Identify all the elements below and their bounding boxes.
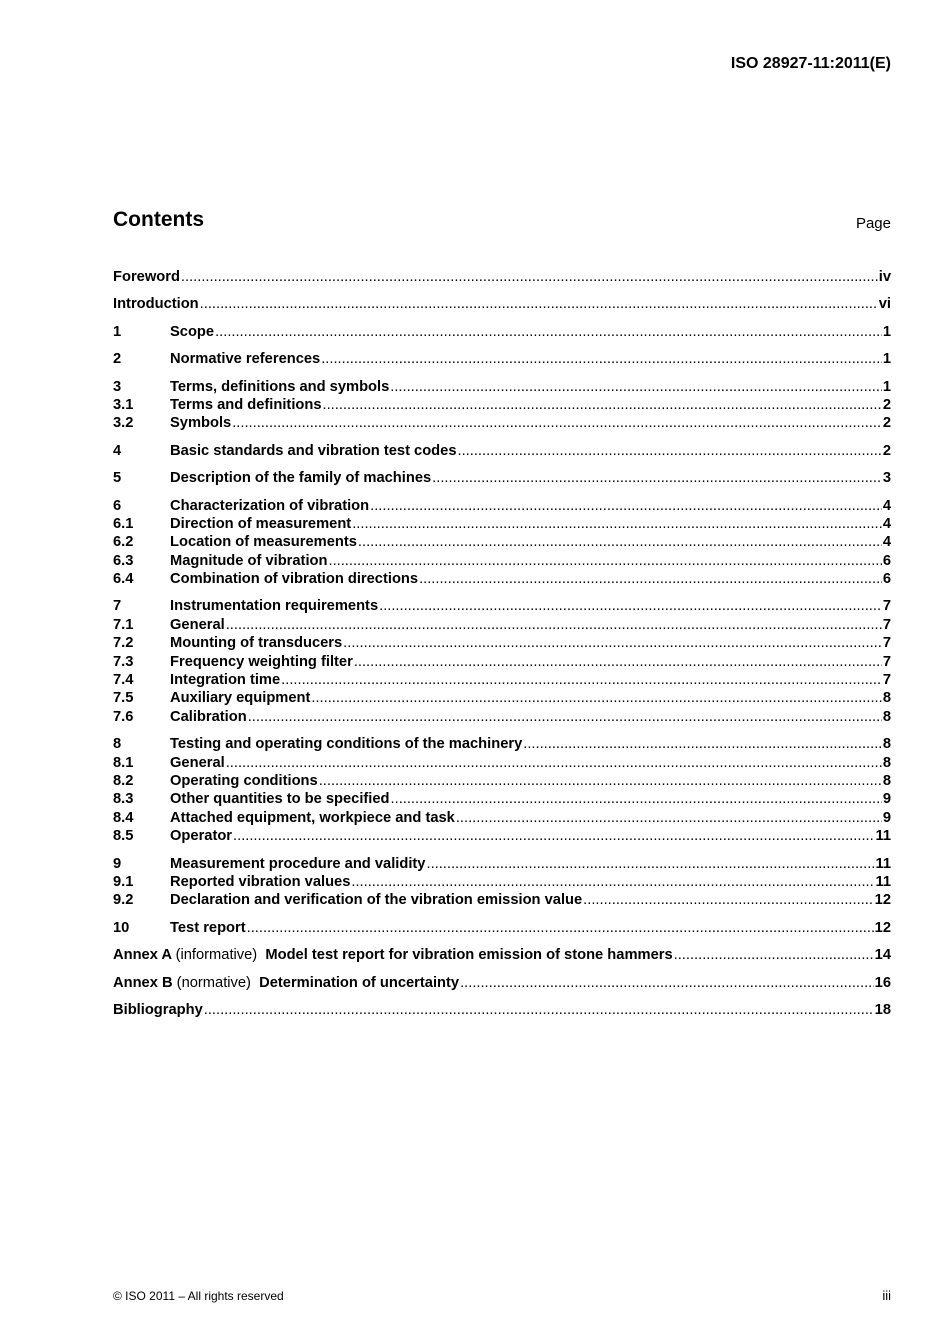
- toc-entry-number: 7.3: [113, 653, 134, 670]
- toc-entry-number: 1: [113, 323, 122, 340]
- dot-leader: [247, 919, 874, 937]
- dot-leader: [351, 873, 874, 891]
- toc-entry-page: 8: [882, 708, 891, 725]
- toc-entry-page: 7: [882, 598, 891, 615]
- toc-entry-page: 2: [882, 415, 891, 432]
- toc-entry-title: Attached equipment, workpiece and task: [170, 809, 455, 826]
- toc-entry-page: 1: [882, 351, 891, 368]
- toc-entry[interactable]: [113, 946, 891, 964]
- toc-entry-title: Operator: [170, 828, 233, 845]
- toc-entry-title: Direction of measurement: [170, 515, 352, 532]
- toc-entry[interactable]: [113, 414, 891, 432]
- toc-entry-title: Normative references: [170, 351, 321, 368]
- toc-group: [113, 946, 891, 964]
- toc-entry[interactable]: [113, 268, 891, 286]
- dot-leader: [200, 295, 878, 313]
- toc-entry[interactable]: [113, 634, 891, 652]
- toc-group: [113, 855, 891, 910]
- toc-entry-page: 4: [882, 515, 891, 532]
- dot-leader: [358, 533, 882, 551]
- dot-leader: [323, 396, 882, 414]
- toc-entry[interactable]: [113, 827, 891, 845]
- toc-entry-number: 8: [113, 736, 122, 753]
- toc-entry-number: 2: [113, 351, 122, 368]
- toc-group: [113, 919, 891, 937]
- toc-entry-page: 6: [882, 552, 891, 569]
- toc-group: [113, 323, 891, 341]
- toc-entry-number: 8.3: [113, 791, 134, 808]
- toc-group: [113, 1001, 891, 1019]
- toc-entry-page: 8: [882, 736, 891, 753]
- toc-entry-number: 7.2: [113, 635, 134, 652]
- toc-entry-title: Location of measurements: [170, 534, 357, 551]
- toc-entry-title: Mounting of transducers: [170, 635, 343, 652]
- toc-entry-number: 10: [113, 919, 130, 936]
- toc-entry-title: Determination of uncertainty: [259, 974, 460, 991]
- toc-entry-title: Bibliography: [113, 1001, 203, 1018]
- toc-entry-page: 4: [882, 497, 891, 514]
- toc-entry-title: Magnitude of vibration: [170, 552, 328, 569]
- toc-entry-page: 1: [882, 378, 891, 395]
- toc-group: [113, 268, 891, 286]
- dot-leader: [233, 827, 874, 845]
- toc-entry-number: 7.1: [113, 616, 134, 633]
- dot-leader: [343, 634, 882, 652]
- dot-leader: [248, 708, 882, 726]
- dot-leader: [281, 671, 882, 689]
- toc-entry-number: 7.5: [113, 690, 134, 707]
- toc-entry-title: Foreword: [113, 269, 180, 285]
- toc-group: [113, 469, 891, 487]
- toc-entry-page: 11: [875, 855, 891, 872]
- dot-leader: [583, 891, 873, 909]
- dot-leader: [311, 689, 881, 707]
- dot-leader: [391, 790, 882, 808]
- toc-entry-page: 7: [882, 616, 891, 633]
- toc-entry-number: 9.2: [113, 892, 134, 909]
- dot-leader: [523, 735, 882, 753]
- toc-entry-number: 6.4: [113, 571, 134, 588]
- document-id: ISO 28927-11:2011(E): [730, 55, 891, 72]
- toc-entry-number: 4: [113, 442, 122, 459]
- toc-entry-number: 9.1: [113, 873, 134, 890]
- dot-leader: [419, 570, 882, 588]
- toc-entry[interactable]: [113, 396, 891, 414]
- toc-entry-page: 18: [874, 1001, 891, 1018]
- toc-entry[interactable]: [113, 497, 891, 515]
- toc-entry-number: 7.4: [113, 672, 134, 689]
- toc-group: [113, 378, 891, 433]
- toc-entry-page: 3: [882, 470, 891, 487]
- toc-entry-title: Measurement procedure and validity: [170, 855, 426, 872]
- toc-entry-number: 6.3: [113, 552, 134, 569]
- toc-group: [113, 442, 891, 460]
- toc-entry-page: 11: [875, 873, 891, 890]
- toc-entry-title: General: [170, 754, 225, 771]
- toc-entry-number: 8.1: [113, 754, 134, 771]
- dot-leader: [674, 946, 874, 964]
- dot-leader: [321, 350, 882, 368]
- toc-entry-title: Instrumentation requirements: [170, 598, 379, 615]
- dot-leader: [181, 268, 878, 286]
- toc-entry-title: Frequency weighting filter: [170, 653, 353, 670]
- toc-entry-title: Scope: [170, 323, 215, 340]
- toc-entry-title: Basic standards and vibration test codes: [170, 442, 457, 459]
- dot-leader: [379, 597, 882, 615]
- dot-leader: [328, 552, 881, 570]
- toc-entry-title: Introduction: [113, 296, 199, 313]
- toc-entry[interactable]: [113, 597, 891, 615]
- toc-entry-title: Calibration: [170, 708, 247, 725]
- toc-entry-title: Testing and operating conditions of the machinery: [170, 736, 523, 753]
- toc-entry[interactable]: [113, 689, 891, 707]
- toc-entry-page: 2: [882, 442, 891, 459]
- toc-entry[interactable]: [113, 323, 891, 341]
- page-number: iii: [882, 1288, 891, 1303]
- toc-entry-page: 7: [882, 653, 891, 670]
- toc-entry-page: 2: [882, 396, 891, 413]
- toc-entry-page: 8: [882, 754, 891, 771]
- dot-leader: [458, 442, 882, 460]
- toc-entry[interactable]: [113, 570, 891, 588]
- toc-entry[interactable]: [113, 809, 891, 827]
- toc-entry[interactable]: [113, 653, 891, 671]
- toc-entry-number: 6: [113, 497, 122, 514]
- dot-leader: [370, 497, 882, 515]
- toc-entry-page: 6: [882, 571, 891, 588]
- toc-entry-number: 8.2: [113, 772, 134, 789]
- copyright-notice: © ISO 2011 – All rights reserved: [113, 1289, 284, 1303]
- dot-leader: [456, 809, 882, 827]
- toc-entry-page: 7: [882, 635, 891, 652]
- page-column-label: Page: [855, 215, 891, 232]
- toc-entry-number: 3.2: [113, 415, 134, 432]
- dot-leader: [215, 323, 882, 341]
- toc-entry-number: 7: [113, 598, 122, 615]
- toc-entry-annex-title: [113, 974, 459, 992]
- toc-entry-page: 7: [882, 672, 891, 689]
- toc-entry[interactable]: [113, 754, 891, 772]
- toc-entry-title: Test report: [170, 919, 246, 936]
- annex-label: Annex B: [113, 974, 173, 991]
- contents-title: Contents: [113, 208, 204, 231]
- dot-leader: [352, 515, 882, 533]
- toc-entry[interactable]: [113, 919, 891, 937]
- toc-entry[interactable]: [113, 891, 891, 909]
- toc-entry-title: Declaration and verification of the vibration emission value: [170, 892, 583, 909]
- toc-entry[interactable]: [113, 533, 891, 551]
- dot-leader: [432, 469, 882, 487]
- toc-entry[interactable]: [113, 442, 891, 460]
- dot-leader: [319, 772, 882, 790]
- toc-entry-title: Reported vibration values: [170, 873, 351, 890]
- toc-entry[interactable]: [113, 552, 891, 570]
- toc-entry-title: Auxiliary equipment: [170, 690, 311, 707]
- toc-group: [113, 597, 891, 726]
- toc-entry-page: vi: [878, 296, 891, 313]
- toc-entry-number: 3.1: [113, 396, 134, 413]
- toc-entry-number: 5: [113, 470, 122, 487]
- toc-entry-page: 4: [882, 534, 891, 551]
- toc-group: [113, 735, 891, 845]
- toc-entry-title: Description of the family of machines: [170, 470, 432, 487]
- toc-entry[interactable]: [113, 855, 891, 873]
- toc-entry[interactable]: [113, 515, 891, 533]
- toc-entry-page: 1: [882, 323, 891, 340]
- toc-entry-page: 14: [874, 947, 891, 964]
- toc-entry[interactable]: [113, 295, 891, 313]
- annex-type: (informative): [175, 947, 258, 964]
- toc-entry-number: 7.6: [113, 708, 134, 725]
- toc-entry[interactable]: [113, 790, 891, 808]
- toc-entry-number: 6.1: [113, 515, 134, 532]
- toc-entry-page: 11: [875, 828, 891, 845]
- toc-entry[interactable]: [113, 469, 891, 487]
- toc-entry-page: 16: [874, 974, 891, 991]
- toc-entry[interactable]: [113, 708, 891, 726]
- toc-entry[interactable]: [113, 350, 891, 368]
- toc-entry-page: 9: [882, 791, 891, 808]
- toc-entry-title: Model test report for vibration emission of stone hammers: [265, 947, 673, 964]
- toc-entry[interactable]: [113, 735, 891, 753]
- toc-entry-annex-title: [113, 946, 673, 964]
- toc-group: [113, 974, 891, 992]
- toc-entry-title: Operating conditions: [170, 772, 318, 789]
- toc-entry-page: 9: [882, 809, 891, 826]
- annex-label: Annex A: [113, 947, 172, 964]
- toc-entry-title: Terms, definitions and symbols: [170, 378, 390, 395]
- toc-entry-title: Symbols: [170, 415, 232, 432]
- dot-leader: [226, 754, 882, 772]
- toc-entry[interactable]: [113, 873, 891, 891]
- annex-type: (normative): [176, 974, 251, 991]
- dot-leader: [460, 974, 874, 992]
- toc-entry-page: iv: [878, 269, 891, 285]
- toc-group: [113, 350, 891, 368]
- table-of-contents: [113, 268, 891, 1028]
- toc-entry[interactable]: [113, 378, 891, 396]
- dot-leader: [390, 378, 882, 396]
- dot-leader: [232, 414, 882, 432]
- dot-leader: [354, 653, 882, 671]
- dot-leader: [204, 1001, 874, 1019]
- toc-entry-title: Integration time: [170, 672, 281, 689]
- toc-group: [113, 295, 891, 313]
- toc-entry-number: 8.5: [113, 828, 134, 845]
- toc-entry-page: 12: [874, 892, 891, 909]
- toc-entry-page: 8: [882, 772, 891, 789]
- toc-entry-title: General: [170, 616, 225, 633]
- toc-entry[interactable]: [113, 616, 891, 634]
- toc-entry[interactable]: [113, 671, 891, 689]
- toc-entry-page: 8: [882, 690, 891, 707]
- toc-group: [113, 497, 891, 589]
- toc-entry-number: 9: [113, 855, 122, 872]
- toc-entry-title: Other quantities to be specified: [170, 791, 390, 808]
- toc-entry[interactable]: [113, 772, 891, 790]
- toc-entry[interactable]: [113, 974, 891, 992]
- dot-leader: [426, 855, 874, 873]
- toc-entry-title: Characterization of vibration: [170, 497, 370, 514]
- dot-leader: [226, 616, 882, 634]
- toc-entry-title: Combination of vibration directions: [170, 571, 419, 588]
- toc-entry-title: Terms and definitions: [170, 396, 322, 413]
- toc-entry-page: 12: [874, 919, 891, 936]
- toc-entry-number: 3: [113, 378, 122, 395]
- toc-entry[interactable]: [113, 1001, 891, 1019]
- toc-entry-number: 8.4: [113, 809, 134, 826]
- toc-entry-number: 6.2: [113, 534, 134, 551]
